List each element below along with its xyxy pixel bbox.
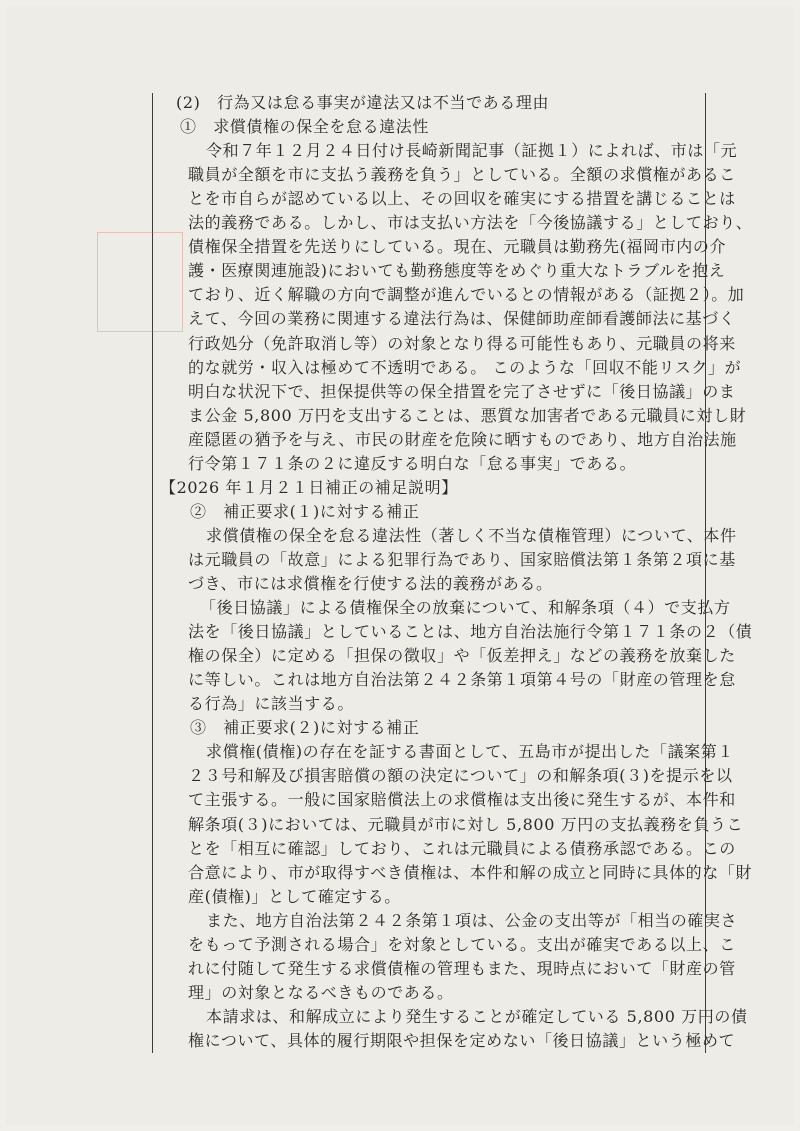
text-line: 権の保全）に定める「担保の徴収」や「仮差押え」などの義務を放棄した bbox=[188, 646, 736, 666]
text-line: ま公金 5,800 万円を支出することは、悪質な加害者である元職員に対し財 bbox=[188, 405, 747, 425]
text-line: ③ 補正要求(２)に対する補正 bbox=[190, 718, 420, 738]
text-line: 権について、具体的履行期限や担保を定めない「後日協議」という極めて bbox=[188, 1030, 736, 1050]
text-line: れに付随して発生する求償債権の管理もまた、現時点において「財産の管 bbox=[188, 958, 736, 978]
text-line: づき、市には求償権を行使する法的義務がある。 bbox=[188, 574, 553, 593]
text-line: 行令第１７１条の２に違反する明白な「怠る事実」である。 bbox=[188, 453, 637, 473]
text-line: とを市自らが認めている以上、その回収を確実にする措置を講じることは bbox=[188, 189, 736, 209]
text-line: 解条項(３)においては、元職員が市に対し 5,800 万円の支払義務を負うこ bbox=[188, 814, 744, 834]
text-line: (2) 行為又は怠る事実が違法又は不当である理由 bbox=[176, 93, 550, 112]
text-line: 行政処分（免許取消し等）の対象となり得る可能性もあり、元職員の将来 bbox=[188, 333, 736, 353]
text-line: 【2026 年１月２１日補正の補足説明】 bbox=[160, 477, 458, 497]
text-line: ２３号和解及び損害賠償の額の決定について」の和解条項(３)を提示を以 bbox=[188, 766, 733, 786]
text-line: 合意により、市が取得すべき債権は、本件和解の成立と同時に具体的な「財 bbox=[188, 862, 753, 882]
text-line: 求償債権の保全を怠る違法性（著しく不当な債権管理）について、本件 bbox=[206, 525, 737, 545]
text-line: 産隠匿の猶予を与え、市民の財産を危険に晒すものであり、地方自治法施 bbox=[188, 429, 737, 449]
text-line: 債権保全措置を先送りにしている。現在、元職員は勤務先(福岡市内の介 bbox=[188, 237, 727, 257]
text-line: 本請求は、和解成立により発生することが確定している 5,800 万円の債 bbox=[206, 1006, 748, 1026]
text-line: えて、今回の業務に関連する違法行為は、保健師助産師看護師法に基づく bbox=[188, 309, 736, 329]
text-line: る行為」に該当する。 bbox=[188, 694, 355, 714]
text-line: とを「相互に確認」しており、これは元職員による債務承認である。この bbox=[188, 838, 736, 858]
text-line: 職員が全額を市に支払う義務を負う」としている。全額の求償権があるこ bbox=[188, 165, 736, 185]
text-line: 護・医療関連施設)においても勤務態度等をめぐり重大なトラブルを抱え bbox=[188, 261, 726, 281]
text-line: 理」の対象となるべきものである。 bbox=[188, 982, 454, 1002]
text-line: 令和７年１２月２４日付け長崎新聞記事（証拠１）によれば、市は「元 bbox=[206, 141, 738, 161]
text-line: 明白な状況下で、担保提供等の保全措置を完了させずに「後日協議」のま bbox=[188, 381, 736, 401]
text-line: 求償権(債権)の存在を証する書面として、五島市が提出した「議案第１ bbox=[206, 742, 734, 762]
text-line: ており、近く解職の方向で調整が進んでいるとの情報がある（証拠２）。加 bbox=[188, 285, 745, 305]
text-line: 産(債権)」として確定する。 bbox=[188, 886, 401, 906]
text-line: に等しい。これは地方自治法第２４２条第１項第４号の「財産の管理を怠 bbox=[188, 670, 736, 690]
text-line: は元職員の「故意」による犯罪行為であり、国家賠償法第１条第２項に基 bbox=[188, 549, 736, 569]
text-line: ② 補正要求(１)に対する補正 bbox=[190, 501, 420, 521]
text-line: をもって予測される場合」を対象としている。支出が確実である以上、こ bbox=[188, 934, 736, 954]
seal-stamp bbox=[97, 232, 183, 332]
text-line: 法を「後日協議」としていることは、地方自治法施行令第１７１条の２（債 bbox=[188, 622, 753, 642]
text-line: て主張する。一般に国家賠償法上の求償権は支出後に発生するが、本件和 bbox=[188, 790, 736, 810]
text-line: ① 求償債権の保全を怠る違法性 bbox=[180, 117, 430, 137]
text-line: また、地方自治法第２４２条第１項は、公金の支出等が「相当の確実さ bbox=[206, 910, 738, 930]
text-line: 法的義務である。しかし、市は支払い方法を「今後協議する」としており、 bbox=[188, 213, 753, 233]
text-line: 「後日協議」による債権保全の放棄について、和解条項（４）で支払方 bbox=[200, 598, 731, 618]
text-line: 的な就労・収入は極めて不透明である。 このような「回収不能リスク」が bbox=[188, 357, 742, 377]
